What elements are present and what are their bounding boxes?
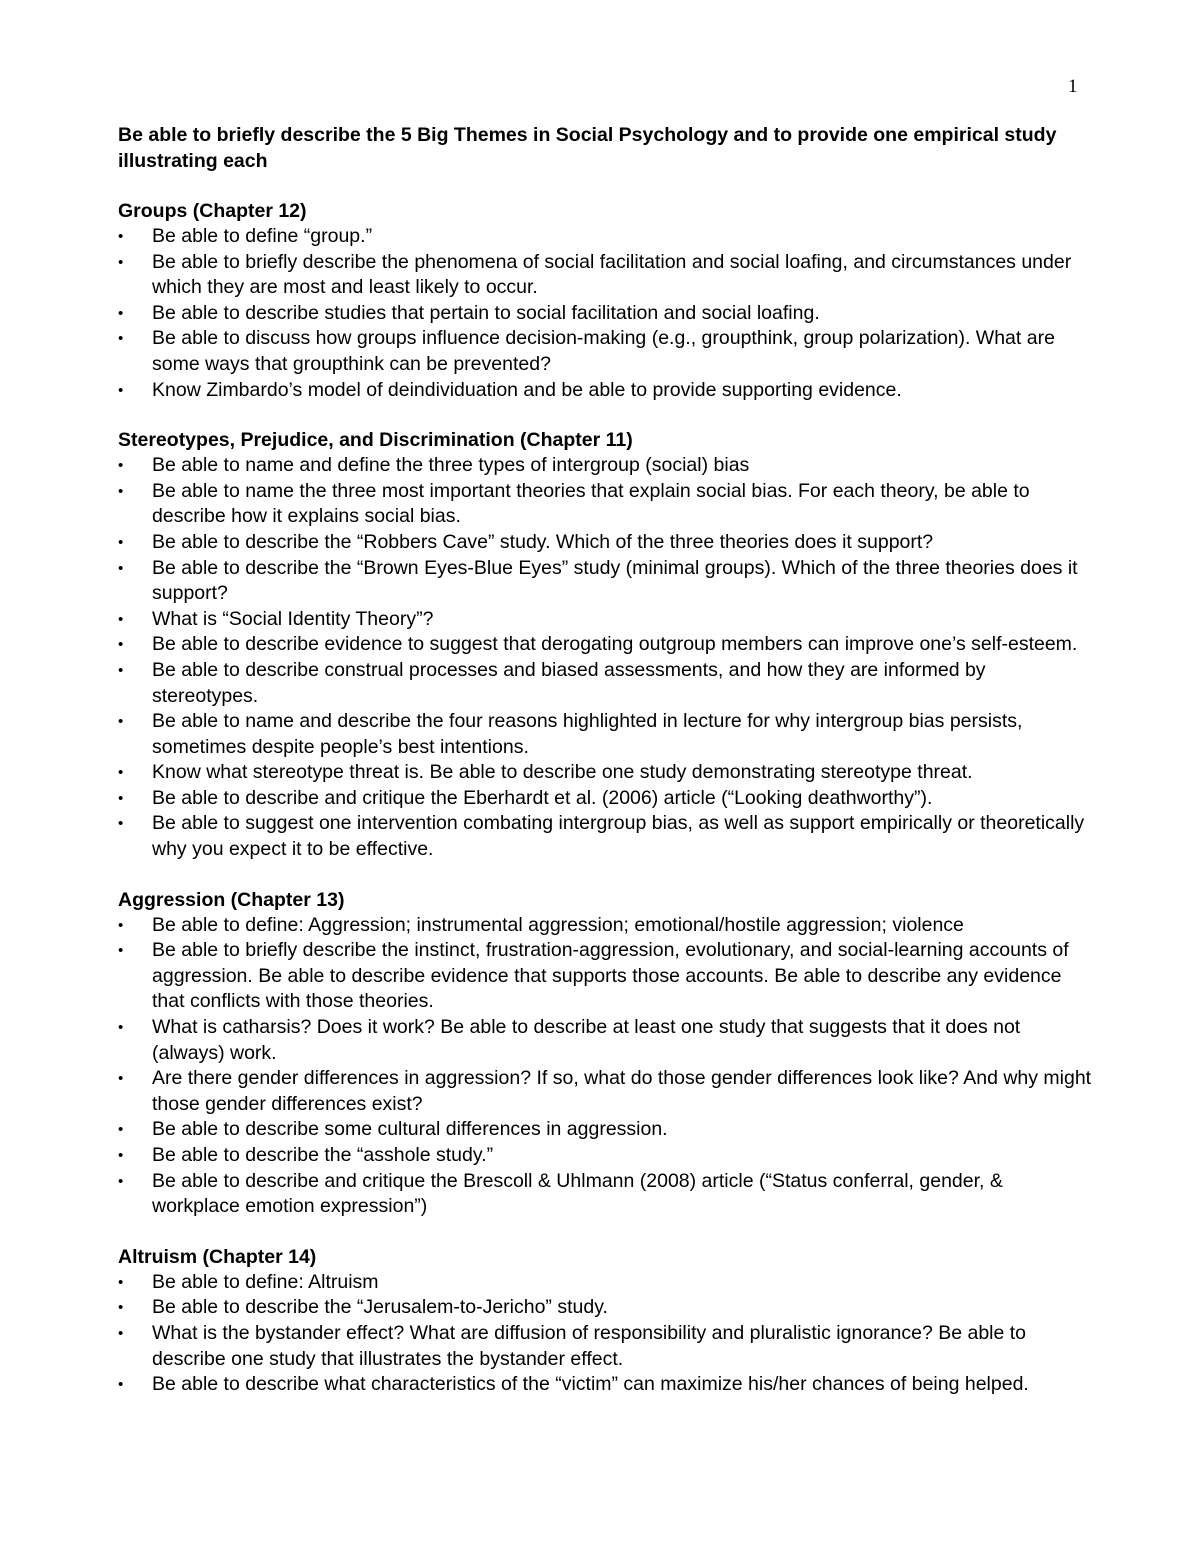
list-item-text: Be able to describe the “Robbers Cave” study. Which of the three theories does it support? (152, 530, 934, 553)
list-item-text: Be able to describe the “Brown Eyes-Blue Eyes” study (minimal groups). Which of the three theories does it support? (152, 556, 1078, 605)
section-title: Altruism (Chapter 14) (118, 1245, 317, 1268)
list-item (118, 1295, 1093, 1321)
list-item-text: Be able to discuss how groups influence decision-making (e.g., groupthink, group polarization). What are some ways that groupthink can be prevented? (152, 327, 1055, 375)
list-item (118, 250, 1093, 301)
page-number: 1 (1068, 76, 1078, 97)
section-title: Groups (Chapter 12) (118, 200, 307, 222)
list-item-text: Be able to describe evidence to suggest that derogating outgroup members can improve one’s self-esteem. (152, 633, 1078, 656)
bullet-icon: • (118, 661, 124, 679)
list-item (118, 913, 1093, 939)
bullet-icon: • (118, 1273, 124, 1291)
list-item-text: Be able to describe and critique the Eberhardt et al. (2006) article (“Looking deathworthy”). (152, 786, 933, 809)
list-item (118, 607, 1093, 633)
bullet-icon: • (118, 610, 124, 628)
list-item-text: Be able to define “group.” (152, 225, 373, 247)
list-item (118, 1372, 1093, 1398)
bullet-icon: • (118, 1299, 124, 1317)
list-item (118, 1270, 1093, 1296)
list-item-text: Be able to describe what characteristics of the “victim” can maximize his/her chances of being helped. (152, 1373, 1029, 1396)
list-item (118, 786, 1093, 812)
document-body (118, 122, 1093, 1422)
list-item-text: Are there gender differences in aggression? If so, what do those gender differences look like? And why might those gender differences exist? (152, 1067, 1092, 1115)
list-item (118, 1143, 1093, 1169)
list-item-text: Know what stereotype threat is. Be able to describe one study demonstrating stereotype threat. (152, 761, 973, 784)
bullet-icon: • (118, 1070, 124, 1088)
list-item (118, 556, 1093, 607)
list-item (118, 658, 1093, 709)
list-item-text: Be able to describe the “asshole study.” (152, 1144, 494, 1166)
bullet-icon: • (118, 533, 124, 551)
list-item (118, 1066, 1093, 1117)
bullet-list (118, 913, 1093, 1220)
list-item-text: Know Zimbardo’s model of deindividuation and be able to provide supporting evidence. (152, 378, 902, 401)
section-altruism (118, 1244, 1093, 1398)
bullet-icon: • (118, 330, 124, 348)
list-item (118, 479, 1093, 530)
list-item (118, 378, 1093, 404)
bullet-icon: • (118, 253, 124, 271)
main-heading: Be able to briefly describe the 5 Big Themes in Social Psychology and to provide one empirical study illustrating each (118, 124, 1057, 172)
list-item (118, 811, 1093, 862)
list-item-text: Be able to define: Aggression; instrumental aggression; emotional/hostile aggression; violence (152, 913, 964, 936)
bullet-icon: • (118, 815, 124, 833)
bullet-icon: • (118, 228, 124, 245)
bullet-icon: • (118, 1172, 124, 1190)
bullet-icon: • (118, 764, 124, 782)
bullet-icon: • (118, 1324, 124, 1342)
bullet-list (118, 224, 1093, 403)
list-item-text: Be able to describe the “Jerusalem-to-Jericho” study. (152, 1296, 608, 1319)
section-aggression (118, 887, 1093, 1220)
bullet-icon: • (118, 482, 124, 500)
list-item-text: Be able to briefly describe the instinct, frustration-aggression, evolutionary, and social-learning accounts of aggression. Be able to describe evidence that supports those accounts. Be able to describe any evidence that conflicts with those theories. (152, 939, 1069, 1013)
list-item-text: What is “Social Identity Theory”? (152, 607, 434, 630)
bullet-icon: • (118, 1147, 124, 1164)
list-item-text: Be able to briefly describe the phenomena of social facilitation and social loafing, and circumstances under which they are most and least likely to occur. (152, 250, 1072, 299)
bullet-icon: • (118, 713, 124, 731)
list-item-text: Be able to describe studies that pertain to social facilitation and social loafing. (152, 301, 820, 324)
list-item (118, 453, 1093, 479)
list-item (118, 1015, 1093, 1066)
section-stereotypes (118, 427, 1093, 863)
bullet-icon: • (118, 636, 124, 654)
list-item-text: Be able to define: Altruism (152, 1270, 379, 1293)
bullet-icon: • (118, 304, 124, 322)
list-item (118, 1117, 1093, 1143)
list-item-text: Be able to describe and critique the Brescoll & Uhlmann (2008) article (“Status conferral, gender, & workplace emotion expression”) (152, 1169, 1003, 1218)
section-title: Stereotypes, Prejudice, and Discrimination (Chapter 11) (118, 429, 633, 452)
bullet-icon: • (118, 1376, 124, 1394)
list-item (118, 326, 1093, 377)
list-item (118, 1321, 1093, 1372)
list-item-text: Be able to describe some cultural differences in aggression. (152, 1118, 668, 1141)
list-item (118, 760, 1093, 786)
list-item-text: Be able to name and define the three types of intergroup (social) bias (152, 454, 750, 477)
bullet-icon: • (118, 789, 124, 807)
list-item-text: What is the bystander effect? What are diffusion of responsibility and pluralistic ignorance? Be able to describe one study that illustrates the bystander effect. (152, 1321, 1027, 1370)
section-groups (118, 198, 1093, 403)
bullet-icon: • (118, 1019, 124, 1037)
list-item (118, 938, 1093, 1015)
list-item-text: Be able to name and describe the four reasons highlighted in lecture for why intergroup bias persists, sometimes despite people’s best intentions. (152, 710, 1023, 758)
list-item (118, 224, 1093, 250)
list-item-text: Be able to describe construal processes and biased assessments, and how they are informed by stereotypes. (152, 658, 986, 707)
bullet-icon: • (118, 1121, 124, 1139)
list-item (118, 301, 1093, 327)
list-item-text: Be able to name the three most important theories that explain social bias. For each theory, be able to describe how it explains social bias. (152, 479, 1030, 528)
list-item (118, 1169, 1093, 1220)
bullet-icon: • (118, 381, 124, 399)
list-item (118, 530, 1093, 556)
list-item (118, 709, 1093, 760)
bullet-icon: • (118, 916, 124, 934)
section-title: Aggression (Chapter 13) (118, 888, 345, 911)
bullet-list (118, 1270, 1093, 1398)
list-item-text: What is catharsis? Does it work? Be able to describe at least one study that suggests that it does not (always) work. (152, 1016, 1021, 1064)
bullet-list (118, 453, 1093, 863)
bullet-icon: • (118, 457, 124, 475)
list-item-text: Be able to suggest one intervention combating intergroup bias, as well as support empirically or theoretically why you expect it to be effective. (152, 812, 1085, 861)
bullet-icon: • (118, 559, 124, 577)
list-item (118, 632, 1093, 658)
bullet-icon: • (118, 942, 124, 960)
